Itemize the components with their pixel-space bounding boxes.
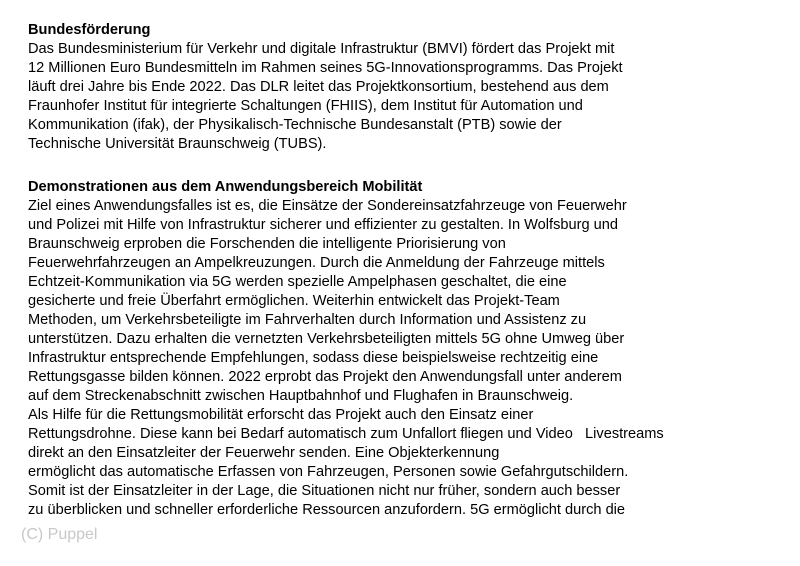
text-line: zu überblicken und schneller erforderliche Ressourcen anzufordern. 5G ermöglicht durch die	[28, 502, 626, 518]
text-line: Rettungsdrohne. Diese kann bei Bedarf automatisch zum Unfallort fliegen und Video Livestreams	[28, 426, 664, 442]
text-line: läuft drei Jahre bis Ende 2022. Das DLR leitet das Projektkonsortium, bestehend aus dem	[28, 79, 609, 95]
text-line: unterstützen. Dazu erhalten die vernetzten Verkehrsbeteiligten mittels 5G ohne Umweg über	[28, 331, 625, 347]
text-line: auf dem Streckenabschnitt zwischen Hauptbahnhof und Flughafen in Braunschweig.	[28, 388, 574, 404]
text-line: ermöglicht das automatische Erfassen von Fahrzeugen, Personen sowie Gefahrgutschildern.	[28, 464, 629, 480]
text-line: Kommunikation (ifak), der Physikalisch-Technische Bundesanstalt (PTB) sowie der	[28, 117, 562, 133]
text-line: Fraunhofer Institut für integrierte Schaltungen (FHIIS), dem Institut für Automation und	[28, 98, 583, 114]
text-line: Als Hilfe für die Rettungsmobilität erforscht das Projekt auch den Einsatz einer	[28, 407, 534, 423]
text-line: Feuerwehrfahrzeugen an Ampelkreuzungen. Durch die Anmeldung der Fahrzeuge mittels	[28, 255, 605, 271]
text-line: Das Bundesministerium für Verkehr und digitale Infrastruktur (BMVI) fördert das Projekt mit	[28, 41, 615, 57]
text-line: Echtzeit-Kommunikation via 5G werden spezielle Ampelphasen geschaltet, die eine	[28, 274, 567, 290]
text-line: Rettungsgasse bilden können. 2022 erprobt das Projekt den Anwendungsfall unter anderem	[28, 369, 622, 385]
text-line: und Polizei mit Hilfe von Infrastruktur sicherer und effizienter zu gestalten. In Wolfsburg und	[28, 217, 618, 233]
copyright-watermark: (C) Puppel	[21, 526, 98, 543]
text-line: Technische Universität Braunschweig (TUBS).	[28, 136, 327, 152]
text-line: 12 Millionen Euro Bundesmitteln im Rahmen seines 5G-Innovationsprogramms. Das Projekt	[28, 60, 623, 76]
text-line: gesicherte und freie Überfahrt ermöglichen. Weiterhin entwickelt das Projekt-Team	[28, 293, 560, 309]
text-line: Methoden, um Verkehrsbeteiligte im Fahrverhalten durch Information und Assistenz zu	[28, 312, 587, 328]
section-heading-demonstrations: Demonstrationen aus dem Anwendungsbereich Mobilität	[28, 179, 423, 195]
text-line: direkt an den Einsatzleiter der Feuerwehr senden. Eine Objekterkennung	[28, 445, 500, 461]
text-line: Braunschweig erproben die Forschenden die intelligente Priorisierung von	[28, 236, 506, 252]
text-line: Somit ist der Einsatzleiter in der Lage, die Situationen nicht nur früher, sondern auch besser	[28, 483, 621, 499]
text-line: Infrastruktur entsprechende Empfehlungen, sodass diese beispielsweise rechtzeitig eine	[28, 350, 599, 366]
section-heading-funding: Bundesförderung	[28, 22, 151, 38]
text-line: Ziel eines Anwendungsfalles ist es, die Einsätze der Sondereinsatzfahrzeuge von Feuerwehr	[28, 198, 627, 214]
